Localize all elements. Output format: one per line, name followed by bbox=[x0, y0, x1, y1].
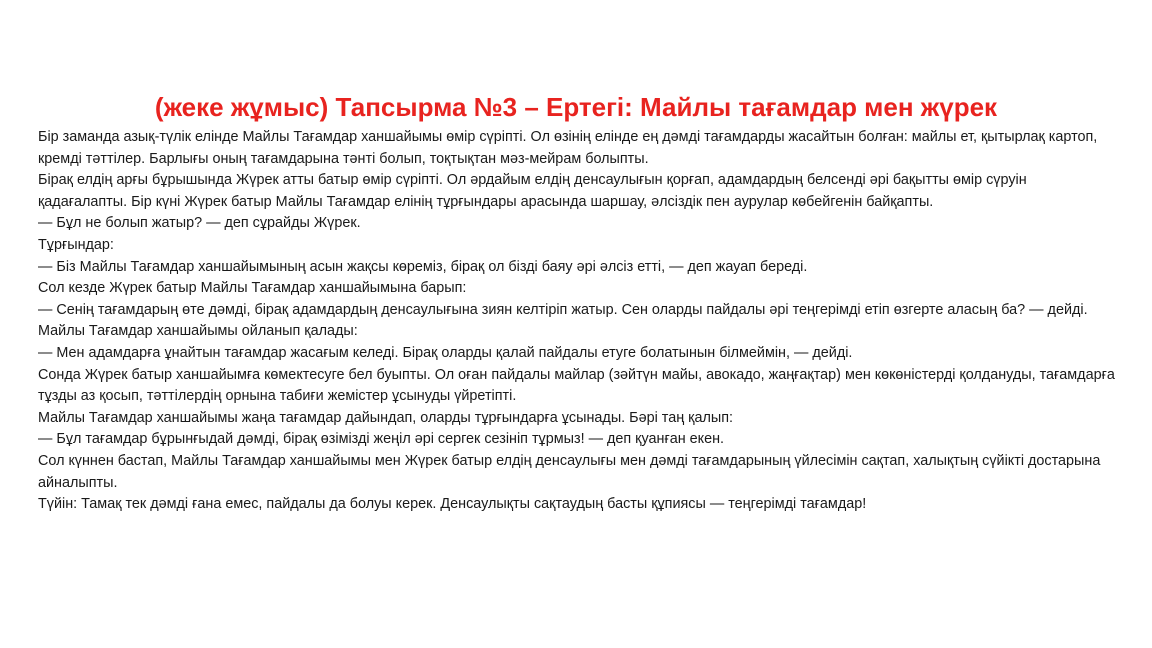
story-paragraph-10: Сонда Жүрек батыр ханшайымға көмектесуге бел буыпты. Ол оған пайдалы майлар (зәйтүн майы, авокадо, жаңғақтар) мен көкөністерді қолдануды, тағамдарға тұзды аз қосып, тәттілердің орнына табиғи жемістер ұсынуды үйретіпті. bbox=[38, 366, 1115, 405]
story-text bbox=[38, 127, 1118, 516]
story-paragraph-6: Сол кезде Жүрек батыр Майлы Тағамдар ханшайымына барып: bbox=[38, 280, 467, 297]
story-paragraph-7: — Сенің тағамдарың өте дәмді, бірақ адамдардың денсаулығына зиян келтіріп жатыр. Сен оларды пайдалы әрі теңгерімді етіп өзгерте аласың ба? — дейді. bbox=[38, 301, 1088, 318]
story-paragraph-13: Сол күннен бастап, Майлы Тағамдар ханшайымы мен Жүрек батыр елдің денсаулығы мен дәмді тағамдарының үйлесімін сақтап, халықтың сүйікті достарына айналыпты. bbox=[38, 452, 1101, 491]
story-paragraph-5: — Біз Майлы Тағамдар ханшайымының асын жақсы көреміз, бірақ ол бізді баяу әрі әлсіз етті, — деп жауап береді. bbox=[38, 258, 808, 275]
story-paragraph-8: Майлы Тағамдар ханшайымы ойланып қалады: bbox=[38, 323, 358, 340]
slide-title: (жеке жұмыс) Тапсырма №3 – Ертегі: Майлы тағамдар мен жүрек bbox=[154, 92, 998, 122]
story-paragraph-2: Бірақ елдің арғы бұрышында Жүрек атты батыр өмір сүріпті. Ол әрдайым елдің денсаулығын қорғап, адамдардың белсенді әрі бақытты өмір сүруін қадағалапты. Бір күні Жүрек батыр Майлы Тағамдар елінің тұрғындары арасында шаршау, әлсіздік пен аурулар көбейгенін байқапты. bbox=[38, 172, 1027, 210]
story-paragraph-9: — Мен адамдарға ұнайтын тағамдар жасағым келеді. Бірақ оларды қалай пайдалы етуге болатынын білмеймін, — дейді. bbox=[38, 344, 853, 361]
story-paragraph-3: — Бұл не болып жатыр? — деп сұрайды Жүрек. bbox=[38, 215, 361, 232]
story-paragraph-11: Майлы Тағамдар ханшайымы жаңа тағамдар дайындап, оларды тұрғындарға ұсынады. Бәрі таң қалып: bbox=[38, 409, 734, 426]
story-paragraph-12: — Бұл тағамдар бұрынғыдай дәмді, бірақ өзімізді жеңіл әрі сергек сезініп тұрмыз! — деп қуанған екен. bbox=[38, 431, 725, 448]
story-paragraph-1: Бір заманда азық-түлік елінде Майлы Тағамдар ханшайымы өмір сүріпті. Ол өзінің елінде ең дәмді тағамдарды жасайтын болған: майлы ет, қытырлақ картоп, кремді тәттілер. Барлығы оның тағамдарына тәнті болып, тоқтықтан мәз-мейрам болыпты. bbox=[38, 129, 1098, 167]
story-conclusion: Түйін: Тамақ тек дәмді ғана емес, пайдалы да болуы керек. Денсаулықты сақтаудың басты құпиясы — теңгерімді тағамдар! bbox=[38, 496, 867, 513]
story-paragraph-4: Тұрғындар: bbox=[38, 236, 114, 253]
